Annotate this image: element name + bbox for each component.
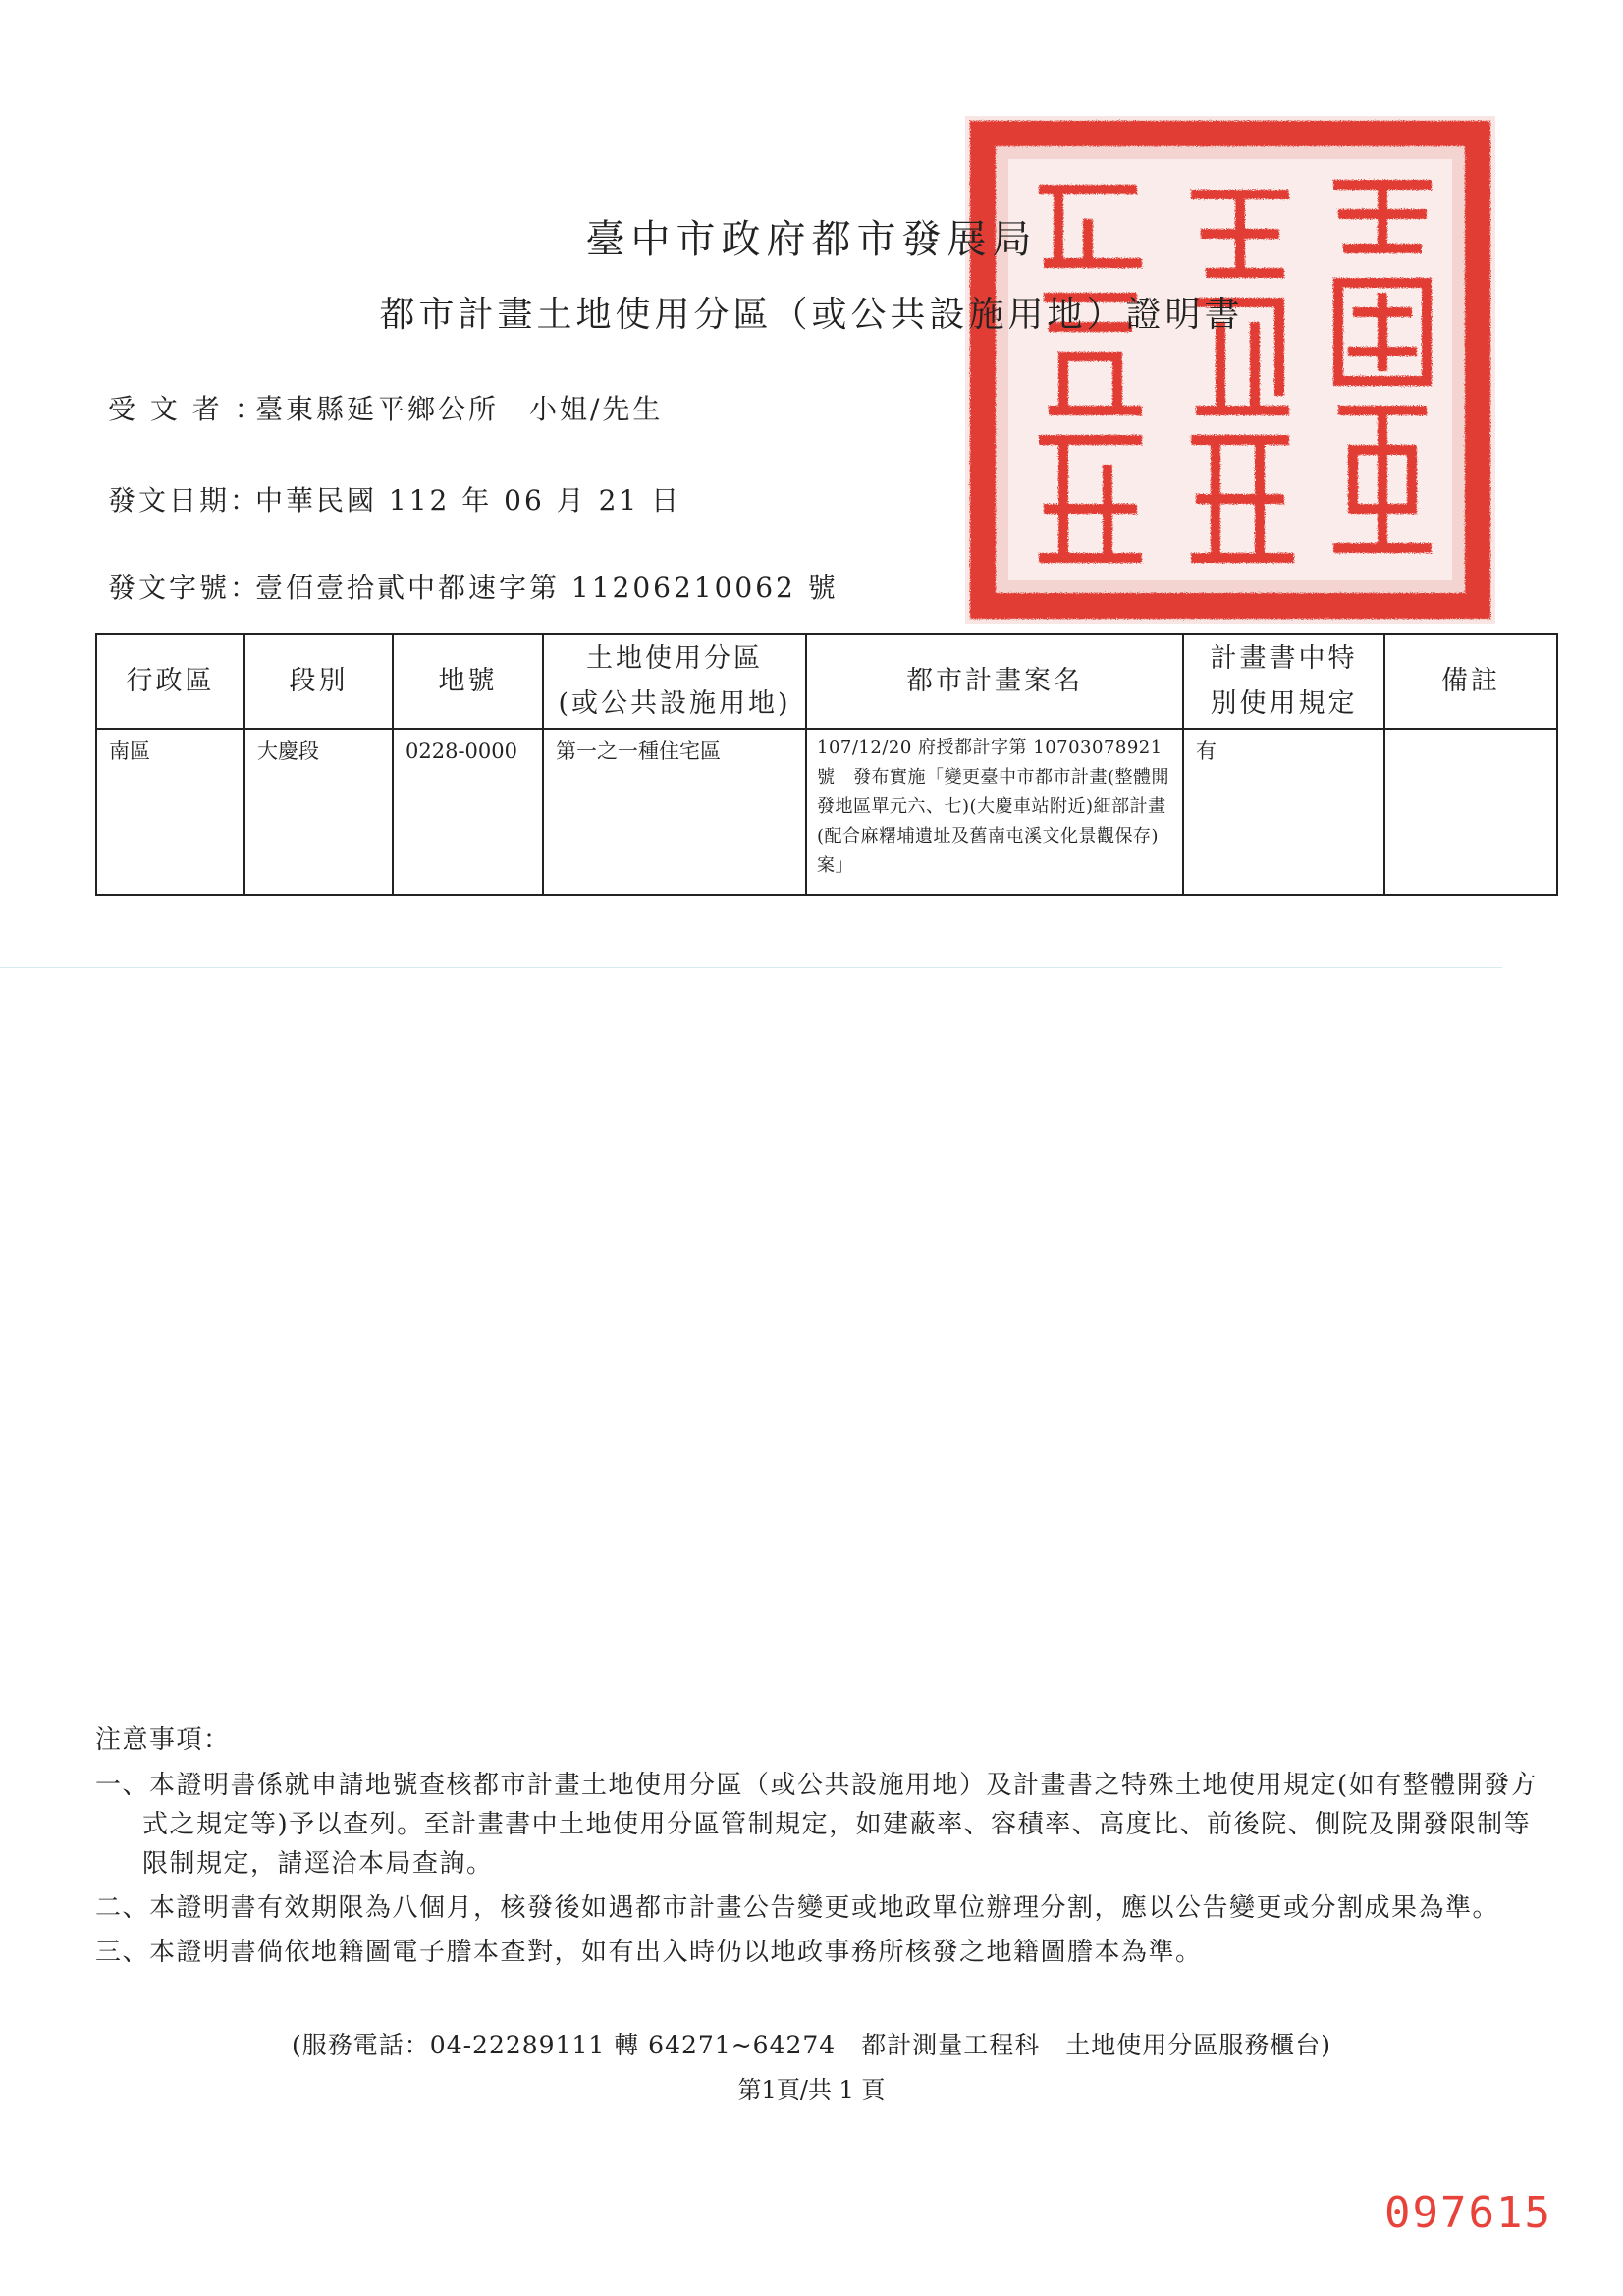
cell-district: 南區: [96, 729, 244, 895]
recipient-label: 受 文 者 ：: [108, 393, 265, 425]
notes-heading: 注意事項：: [95, 1725, 231, 1755]
cell-special-rules: 有: [1183, 729, 1384, 895]
seal-stamp-icon: [965, 116, 1495, 628]
date-value: 中華民國 112 年 06 月 21 日: [255, 484, 682, 517]
cell-remarks: [1384, 729, 1557, 895]
cell-plan-name: 107/12/20 府授都計字第 10703078921 號 發布實施「變更臺中市都市計畫(整體開發地區單元六、七)(大慶車站附近)細部計畫(配合麻糬埔遺址及舊南屯溪文化景觀保存)案」: [806, 729, 1183, 895]
scan-divider-line: [0, 967, 1502, 968]
col-zone: [543, 634, 806, 729]
table-row: [96, 729, 1557, 895]
serial-number: 097615: [1384, 2188, 1552, 2238]
col-special-line1: 計畫書中特: [1210, 643, 1358, 674]
recipient-row: [108, 388, 663, 427]
col-district: 行政區: [96, 634, 244, 729]
note-item-2: 二、本證明書有效期限為八個月，核發後如遇都市計畫公告變更或地政單位辦理分割，應以公告變更或分割成果為準。: [95, 1893, 1500, 1923]
col-zone-line1: 土地使用分區: [586, 643, 763, 674]
footer-contact: (服務電話：04-22289111 轉 64271~64274 都計測量工程科 土地使用分區服務櫃台): [292, 2031, 1331, 2059]
table-header-row: [96, 634, 1557, 729]
note-item-1: 一、本證明書係就申請地號查核都市計畫土地使用分區（或公共設施用地）及計畫書之特殊土地使用規定(如有整體開發方式之規定等)予以查列。至計畫書中土地使用分區管制規定，如建蔽率、容積率、高度比、前後院、側院及開發限制等限制規定，請逕洽本局查詢。: [95, 1771, 1539, 1879]
cell-section: 大慶段: [244, 729, 393, 895]
date-label: 發文日期：: [108, 484, 261, 517]
seal-text: 臺中市政府都市發展局: [1230, 627, 1240, 628]
cell-zone: 第一之一種住宅區: [543, 729, 806, 895]
document-title: 都市計畫土地使用分區（或公共設施用地）證明書: [379, 295, 1244, 335]
official-seal: [965, 116, 1495, 628]
col-section: 段別: [244, 634, 393, 729]
col-zone-line2: (或公共設施用地): [558, 688, 791, 719]
docno-row: [108, 567, 839, 606]
cell-lot: 0228-0000: [393, 729, 543, 895]
docno-label: 發文字號：: [108, 572, 261, 604]
col-special-rules: [1183, 634, 1384, 729]
col-remarks: 備註: [1384, 634, 1557, 729]
recipient-value: 臺東縣延平鄉公所 小姐/先生: [255, 393, 664, 425]
agency-name: 臺中市政府都市發展局: [585, 217, 1038, 262]
col-plan-name: 都市計畫案名: [806, 634, 1183, 729]
page-number: 第1頁/共 1 頁: [737, 2076, 886, 2104]
land-use-table: [95, 633, 1558, 896]
docno-value: 壹佰壹拾貳中都速字第 11206210062 號: [255, 572, 839, 604]
date-row: [108, 479, 681, 519]
col-special-line2: 別使用規定: [1210, 688, 1358, 719]
note-item-3: 三、本證明書倘依地籍圖電子謄本查對，如有出入時仍以地政事務所核發之地籍圖謄本為準。: [95, 1938, 1203, 1967]
notes-section: [95, 1721, 1539, 1977]
col-lot: 地號: [393, 634, 543, 729]
